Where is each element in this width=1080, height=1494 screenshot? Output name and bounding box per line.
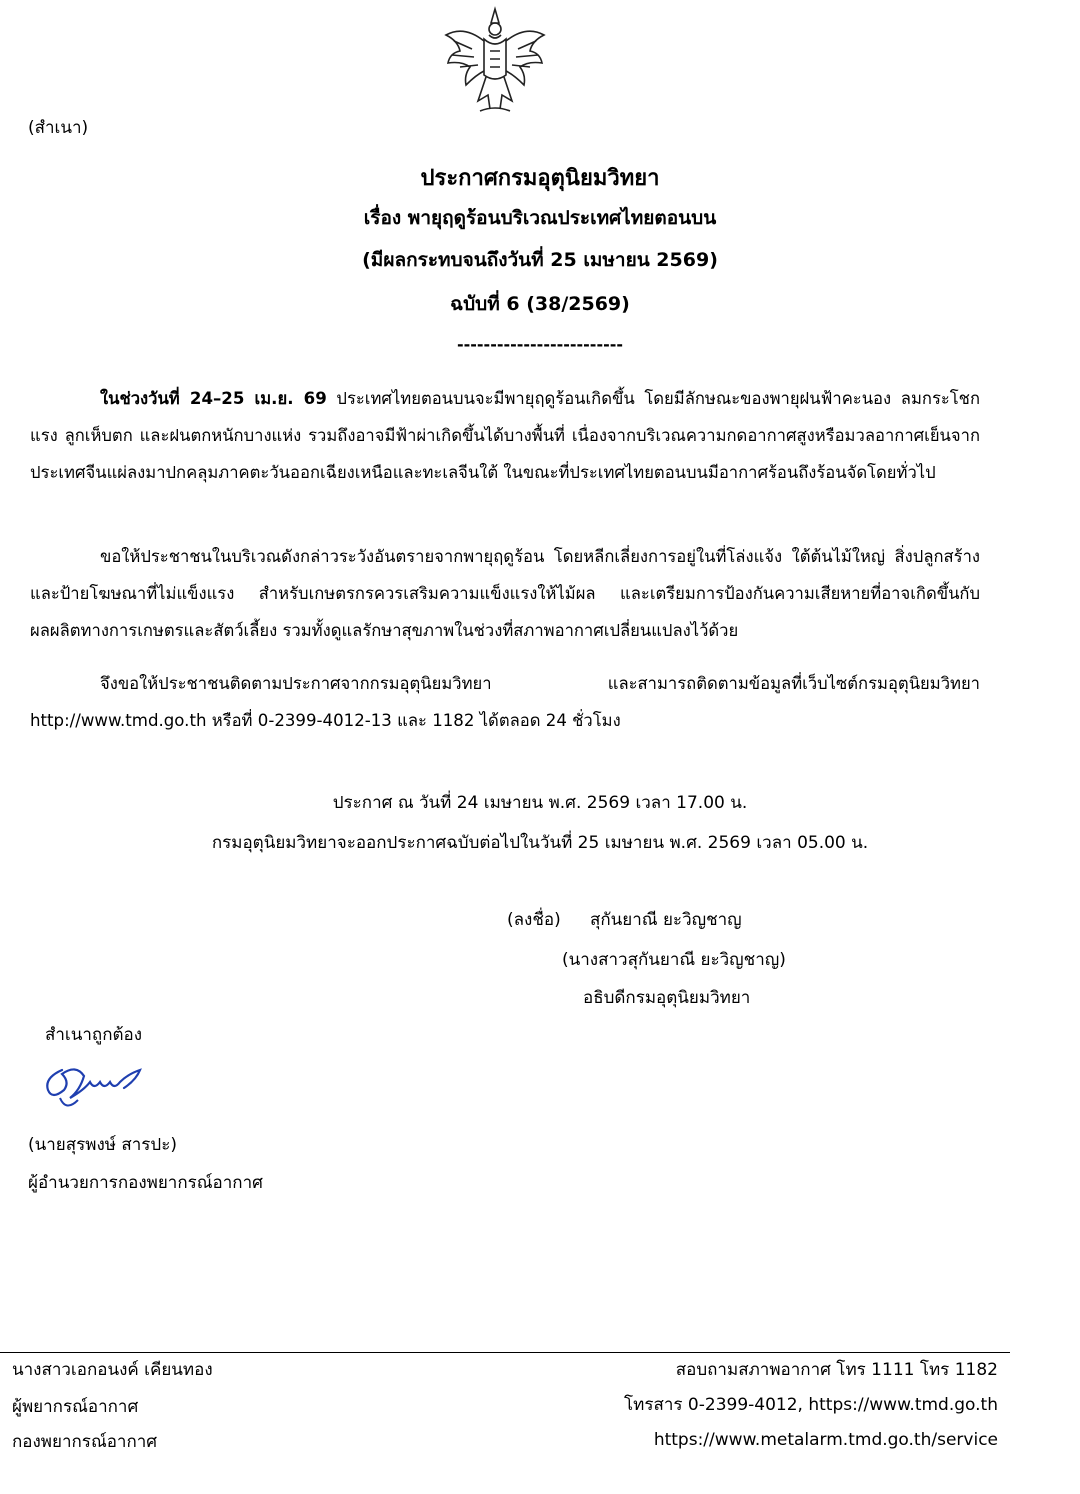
certifier-name: (นายสุรพงษ์ สารปะ) (28, 1135, 177, 1155)
footer-metalarm-link[interactable]: https://www.metalarm.tmd.go.th/service (653, 1430, 998, 1450)
footer-divider (0, 1352, 1010, 1353)
footer-fax-website: โทรสาร 0-2399-4012, https://www.tmd.go.th (624, 1395, 998, 1415)
next-announce: กรมอุตุนิยมวิทยาจะออกประกาศฉบับต่อไปในวันที่ 25 เมษายน พ.ศ. 2569 เวลา 05.00 น. (211, 833, 869, 853)
handwritten-signature (40, 1060, 155, 1120)
paragraph-2: ขอให้ประชาชนในบริเวณดังกล่าวระวังอันตรายจากพายุฤดูร้อน โดยหลีกเลี่ยงการอยู่ในที่โล่งแจ้ง ใต้ต้นไม้ใหญ่ สิ่งปลูกสร้างและป้ายโฆษณาที่ไม่แข็งแรง สำหรับเกษตรกรควรเสริมความแข็งแรงให้ไม้ผล และเตรียมการป้องกันความเสียหายที่อาจเกิดขึ้นกับผลผลิตทางการเกษตรและสัตว์เลี้ยง รวมทั้งดูแลรักษาสุขภาพในช่วงที่สภาพอากาศเปลี่ยนแปลงไว้ด้วย (30, 547, 980, 640)
issue-number: ฉบับที่ 6 (38/2569) (450, 293, 630, 315)
paragraph-1-lead: ในช่วงวันที่ 24–25 เม.ย. 69 (100, 389, 327, 408)
paragraph-3: จึงขอให้ประชาชนติดตามประกาศจากกรมอุตุนิยมวิทยา และสามารถติดตามข้อมูลที่เว็บไซต์กรมอุตุนิยมวิทยา http://www.tmd.go.th หรือที่ 0-2399-4012-13 และ 1182 ได้ตลอด 24 ชั่วโมง (30, 674, 980, 730)
paragraph-1-body: ประเทศไทยตอนบนจะมีพายุฤดูร้อนเกิดขึ้น โดยมีลักษณะของพายุฝนฟ้าคะนอง ลมกระโชกแรง ลูกเห็บตก และฝนตกหนักบางแห่ง รวมถึงอาจมีฟ้าผ่าเกิดขึ้นได้บางพื้นที่ เนื่องจากบริเวณความกดอากาศสูงหรือมวลอากาศเย็นจากประเทศจีนแผ่ลงมาปกคลุมภาคตะวันออกเฉียงเหนือและทะเลจีนใต้ ในขณะที่ประเทศไทยตอนบนมีอากาศร้อนถึงร้อนจัดโดยทั่วไป (30, 389, 980, 482)
certified-label: สำเนาถูกต้อง (45, 1025, 143, 1045)
signer-position: อธิบดีกรมอุตุนิยมวิทยา (583, 988, 751, 1008)
footer-phone: สอบถามสภาพอากาศ โทร 1111 โทร 1182 (675, 1360, 998, 1380)
signer-full-name: (นางสาวสุกันยาณี ยะวิญชาญ) (562, 950, 786, 970)
signed-label: (ลงชื่อ) (507, 910, 561, 930)
signed-name: สุกันยาณี ยะวิญชาญ (590, 910, 742, 930)
announce-date: ประกาศ ณ วันที่ 24 เมษายน พ.ศ. 2569 เวลา 17.00 น. (332, 793, 748, 813)
copy-label: (สำเนา) (28, 118, 89, 138)
garuda-emblem (440, 5, 550, 117)
title-divider: ------------------------- (456, 335, 623, 354)
effective-date: (มีผลกระทบจนถึงวันที่ 25 เมษายน 2569) (362, 249, 718, 271)
announcement-subject: เรื่อง พายุฤดูร้อนบริเวณประเทศไทยตอนบน (363, 207, 717, 229)
announcement-title: ประกาศกรมอุตุนิยมวิทยา (420, 166, 660, 191)
footer-division: กองพยากรณ์อากาศ (12, 1432, 158, 1452)
footer-forecaster-name: นางสาวเอกอนงค์ เคียนทอง (12, 1360, 213, 1380)
footer-forecaster-title: ผู้พยากรณ์อากาศ (12, 1397, 139, 1417)
certifier-position: ผู้อำนวยการกองพยากรณ์อากาศ (28, 1173, 263, 1193)
paragraph-1 (30, 380, 980, 491)
